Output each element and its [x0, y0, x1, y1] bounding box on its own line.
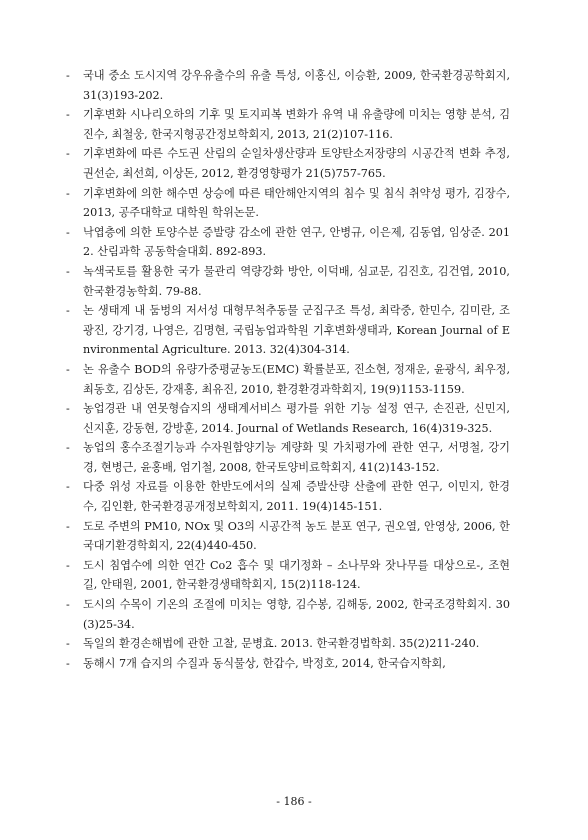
reference-text: 다중 위성 자료를 이용한 한반도에서의 실제 증발산량 산출에 관한 연구, 이민지, 한경수, 김인환, 한국환경공개정보학회지, 2011. 19(4)145-151. [83, 480, 510, 514]
list-dash: - [66, 480, 70, 494]
reference-text: 낙엽층에 의한 토양수분 증발량 감소에 관한 연구, 안병규, 이은제, 김동엽, 임상준. 2012. 산림과학 공동학술대회. 892-893. [83, 225, 510, 259]
list-dash: - [66, 598, 70, 612]
reference-item [66, 634, 510, 654]
list-dash: - [66, 69, 70, 82]
reference-text: 논 생태계 내 둠벙의 저서성 대형무척추동물 군집구조 특성, 최락중, 한민수, 김미란, 조광진, 강기경, 나영은, 김명현, 국립농업과학원 기후변화생태과, Korean Journal of Environmental Agriculture. 2013. 32(4)304-314. [83, 304, 510, 357]
reference-item [66, 66, 510, 105]
list-dash: - [66, 186, 70, 200]
reference-item [66, 438, 510, 477]
reference-text: 농업의 홍수조절기능과 수자원함양기능 계량화 및 가치평가에 관한 연구, 서명철, 강기경, 현병근, 윤홍배, 엄기철, 2008, 한국토양비료학회지, 41(2)143-152. [83, 441, 510, 474]
list-dash: - [66, 558, 70, 572]
reference-item [66, 399, 510, 438]
reference-item [66, 595, 510, 634]
list-dash: - [66, 225, 70, 239]
reference-text: 독일의 환경손해법에 관한 고찰, 문병효. 2013. 한국환경법학회. 35(2)211-240. [83, 637, 480, 651]
reference-item [66, 360, 510, 399]
list-dash: - [66, 519, 70, 533]
list-dash: - [66, 304, 70, 318]
list-dash: - [66, 108, 70, 122]
reference-item [66, 517, 510, 556]
reference-text: 도시 침엽수에 의한 연간 Co2 흡수 및 대기정화 – 소나무와 잣나무를 대상으로-, 조현길, 안태원, 2001, 한국환경생태학회지, 15(2)118-124. [83, 558, 510, 592]
list-dash: - [66, 656, 70, 670]
reference-text: 논 유출수 BOD의 유량가중평균농도(EMC) 확률분포, 진소현, 정재운, 윤광식, 최우정, 최동호, 김상돈, 강재홍, 최유진, 2010, 환경환경과학회지, 19(9)1153-1159. [83, 362, 510, 396]
reference-item [66, 184, 510, 223]
list-dash: - [66, 147, 70, 161]
list-dash: - [66, 402, 70, 416]
reference-list [66, 66, 510, 673]
list-dash: - [66, 264, 70, 278]
reference-item [66, 477, 510, 516]
list-dash: - [66, 441, 70, 455]
reference-item [66, 654, 510, 674]
reference-text: 농업경관 내 연못형습지의 생태계서비스 평가를 위한 기능 설정 연구, 손진관, 신민지, 신지훈, 강동현, 강방훈, 2014. Journal of Wetlands Research, 16(4)319-325. [83, 402, 510, 435]
list-dash: - [66, 637, 70, 651]
reference-item [66, 105, 510, 144]
reference-text: 기후변화에 의한 해수면 상승에 따른 태안해안지역의 침수 및 침식 취약성 평가, 김장수, 2013, 공주대학교 대학원 학위논문. [83, 186, 510, 220]
reference-item [66, 301, 510, 360]
page-number: - 186 - [276, 795, 312, 808]
reference-item [66, 556, 510, 595]
reference-item [66, 144, 510, 183]
reference-item [66, 262, 510, 301]
reference-text: 기후변화에 따른 수도권 산림의 순일차생산량과 토양탄소저장량의 시공간적 변화 추정, 권선순, 최선희, 이상돈, 2012, 환경영향평가 21(5)757-765. [83, 147, 510, 180]
reference-text: 도로 주변의 PM10, NOx 및 O3의 시공간적 농도 분포 연구, 권오열, 안영상, 2006, 한국대기환경학회지, 22(4)440-450. [83, 519, 510, 553]
list-dash: - [66, 362, 70, 376]
reference-text: 동해시 7개 습지의 수질과 동식물상, 한갑수, 박정호, 2014, 한국습지학회, [83, 656, 446, 670]
reference-item [66, 223, 510, 262]
reference-text: 기후변화 시나리오하의 기후 및 토지피복 변화가 유역 내 유출량에 미치는 영향 분석, 김진수, 최철웅, 한국지형공간정보학회지, 2013, 21(2)107-116. [83, 108, 510, 141]
reference-text: 녹색국토를 활용한 국가 물관리 역량강화 방안, 이덕배, 심교문, 김진호, 김건엽, 2010, 한국환경농학회. 79-88. [83, 264, 510, 298]
reference-text: 국내 중소 도시지역 강우유출수의 유출 특성, 이홍신, 이승환, 2009, 한국환경공학회지, 31(3)193-202. [83, 69, 510, 102]
reference-text: 도시의 수목이 기온의 조절에 미치는 영향, 김수봉, 김해동, 2002, 한국조경학회지. 30(3)25-34. [83, 598, 510, 631]
